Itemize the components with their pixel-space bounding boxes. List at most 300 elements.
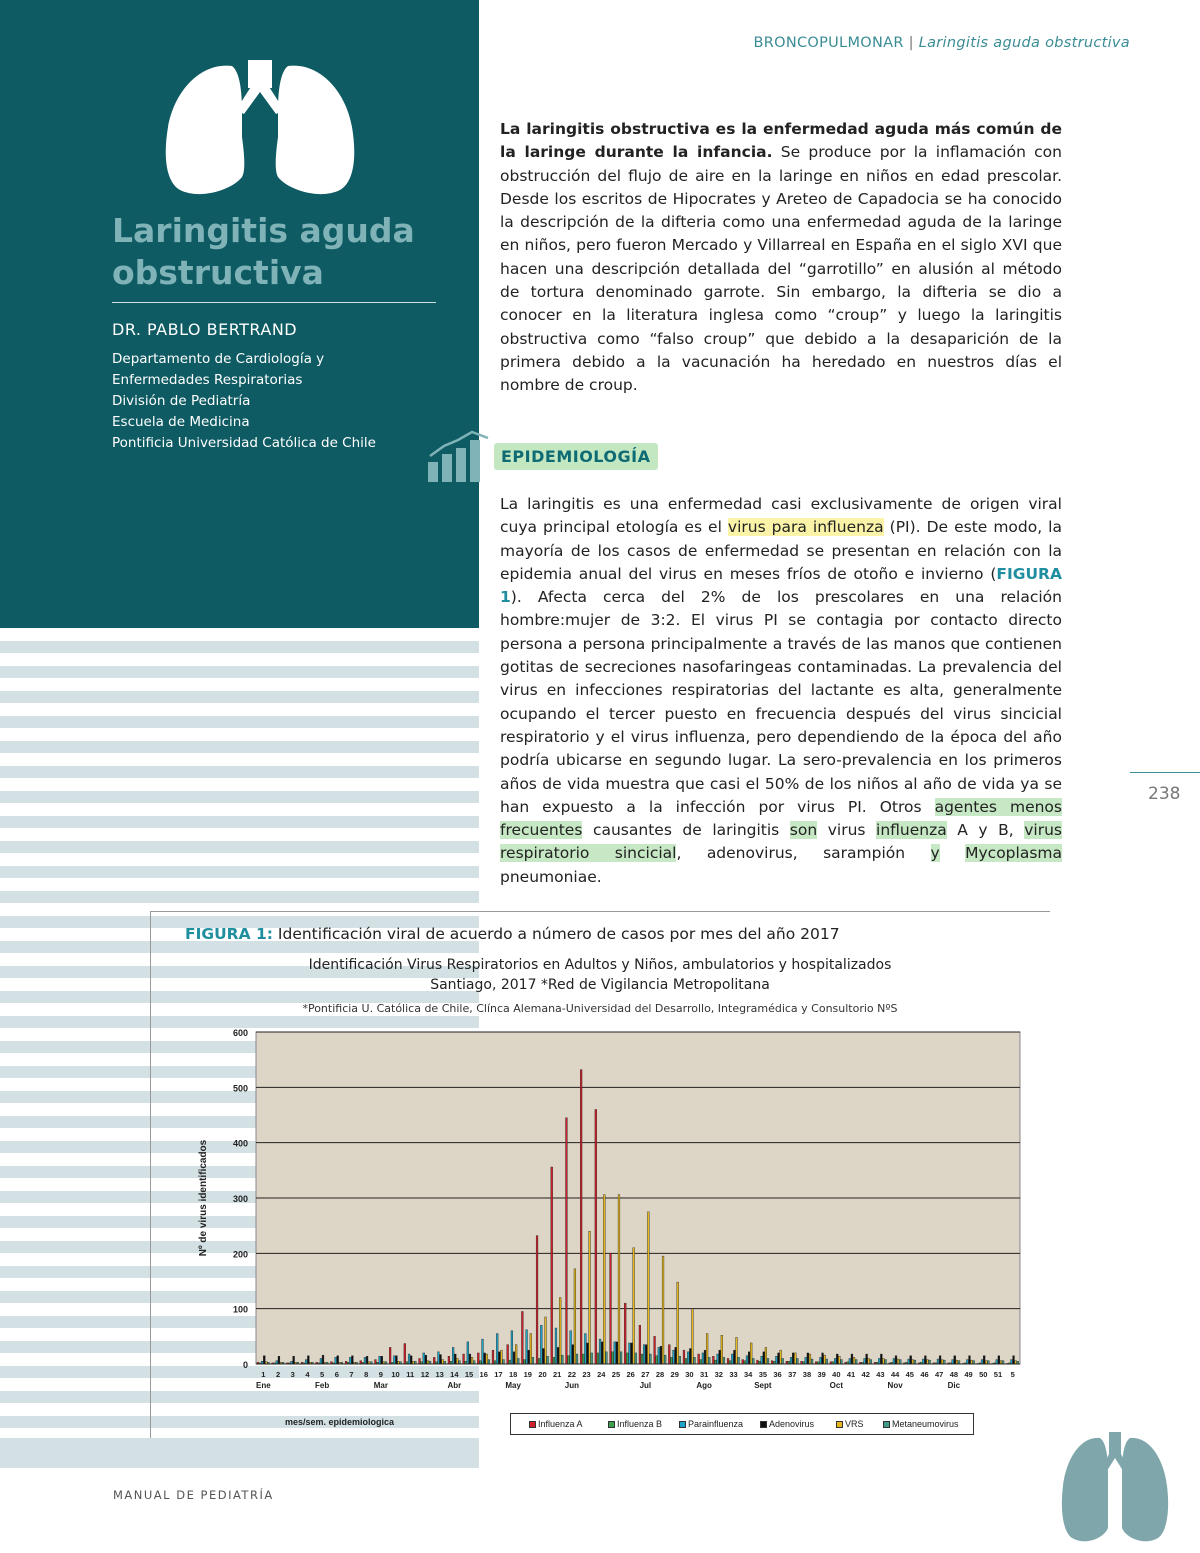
bar: [482, 1339, 484, 1364]
y-tick-label: 500: [232, 1083, 248, 1094]
legend-item: [608, 1419, 662, 1429]
x-tick-label: 29: [670, 1370, 679, 1379]
bar: [375, 1360, 377, 1364]
bar: [521, 1311, 523, 1364]
bar: [595, 1109, 597, 1364]
bar: [996, 1360, 998, 1364]
bar: [765, 1347, 767, 1364]
bar: [704, 1350, 706, 1364]
x-tick-label: 31: [699, 1370, 709, 1379]
section-heading: EPIDEMIOLOGÍA: [494, 443, 658, 470]
bar: [656, 1356, 658, 1364]
y-tick-label: 400: [232, 1138, 248, 1149]
bar: [910, 1356, 912, 1364]
text-run: [940, 844, 965, 862]
bar: [442, 1360, 444, 1364]
bar: [952, 1360, 954, 1364]
y-tick-label: 300: [232, 1194, 248, 1204]
x-tick-label: 11: [406, 1370, 415, 1379]
bar: [864, 1358, 866, 1364]
bar: [698, 1354, 700, 1364]
bar: [587, 1343, 589, 1364]
x-tick-label: 34: [744, 1370, 753, 1379]
y-tick-label: 0: [242, 1360, 248, 1370]
x-tick-label: 2: [275, 1370, 281, 1379]
bar: [685, 1358, 687, 1364]
legend-swatch: [883, 1421, 890, 1428]
x-tick-label: 42: [861, 1370, 870, 1379]
x-tick-label: 21: [553, 1370, 562, 1379]
bar: [624, 1303, 626, 1364]
bar: [492, 1350, 494, 1364]
affiliation-line: Enfermedades Respiratorias: [112, 372, 303, 388]
bar: [524, 1360, 526, 1364]
bar: [780, 1350, 782, 1364]
bar: [893, 1358, 895, 1364]
legend-label: Parainfluenza: [688, 1419, 744, 1429]
x-tick-label: 9: [378, 1370, 383, 1379]
intro-paragraph: [500, 118, 1062, 398]
decorative-stripes-band: [0, 1438, 479, 1468]
bar: [570, 1331, 572, 1364]
bar: [509, 1360, 511, 1364]
legend-swatch: [608, 1421, 615, 1428]
bar: [715, 1360, 717, 1364]
highlight-text: influenza: [876, 821, 947, 840]
intro-lead: La laringitis obstructiva es la enfermedad aguda más común de la laringe durante la infancia.: [500, 120, 1062, 162]
legend-item: [529, 1419, 583, 1429]
bar: [981, 1360, 983, 1364]
bar: [454, 1354, 456, 1364]
x-tick-label: 44: [890, 1370, 900, 1379]
x-tick-label: 14: [450, 1370, 459, 1379]
month-label: Ago: [696, 1381, 712, 1390]
legend-label: Influenza B: [617, 1419, 663, 1429]
bar: [488, 1360, 490, 1364]
intro-text: Se produce por la inflamación con obstrucción del flujo de aire en la laringe en niños en edad prescolar. Desde los escritos de Hipocrates y Areteo de Capadocia se ha conocido la descripción de la difteria como una enfermedad aguda de la laringe en niños, pero fueron Mercado y Villarreal en España en el siglo XVI que hacen una descripción detallada del “garrotillo” en alusión al método de tortura denominado garrote. Sin embargo, la difteria se dio a conocer en la literatura inglesa como “croup” y luego la laringitis obstructiva como “falso croup” que debido a la desaparición de la primera debido a la vacunación ha heredado en nuestros días el nombre de croup.: [500, 143, 1062, 395]
text-run: virus: [817, 821, 877, 840]
x-tick-label: 32: [714, 1370, 723, 1379]
bar: [452, 1347, 454, 1364]
bar: [702, 1353, 704, 1364]
text-run: causantes de laringitis: [582, 821, 790, 840]
x-tick-label: 28: [655, 1370, 665, 1379]
bar: [349, 1357, 351, 1364]
x-tick-label: 38: [802, 1370, 812, 1379]
bar: [631, 1343, 633, 1364]
bar: [629, 1343, 631, 1364]
bar: [557, 1347, 559, 1364]
bar: [855, 1360, 857, 1364]
bar: [381, 1356, 383, 1364]
text-run: La laringitis es una enfermedad casi exclusivamente de origen viral cuya principal etología es el: [500, 495, 1062, 537]
bar: [937, 1359, 939, 1364]
bar: [477, 1353, 479, 1364]
bar: [757, 1360, 759, 1364]
bar: [580, 1070, 582, 1364]
bar: [775, 1356, 777, 1364]
bar: [643, 1345, 645, 1364]
x-tick-label: 46: [920, 1370, 929, 1379]
bar: [782, 1358, 784, 1364]
lungs-footer-icon: [1060, 1428, 1170, 1548]
bar: [912, 1360, 914, 1364]
bar: [868, 1358, 870, 1364]
bar: [895, 1356, 897, 1364]
month-label: Sept: [754, 1381, 772, 1390]
bar: [337, 1356, 339, 1364]
y-tick-label: 100: [232, 1304, 248, 1315]
bar: [559, 1298, 561, 1364]
bar: [633, 1248, 635, 1364]
x-tick-label: 39: [817, 1370, 826, 1379]
bar: [498, 1352, 500, 1364]
bar: [897, 1359, 899, 1364]
page-number-rule: [1130, 772, 1200, 773]
bar: [503, 1360, 505, 1364]
bar: [1011, 1360, 1013, 1364]
bar: [582, 1354, 584, 1364]
bar: [899, 1360, 901, 1364]
bar: [551, 1167, 553, 1364]
x-tick-label: 41: [846, 1370, 856, 1379]
x-tick-label: 30: [685, 1370, 694, 1379]
x-tick-label: 6: [334, 1370, 339, 1379]
bar: [561, 1355, 563, 1364]
bar: [591, 1353, 593, 1364]
bar: [574, 1269, 576, 1364]
bar: [448, 1356, 450, 1364]
header-subtitle: Laringitis aguda obstructiva: [918, 35, 1130, 51]
figure-reference: FIGURA 1: [500, 564, 1062, 607]
bar: [660, 1346, 662, 1364]
x-tick-label: 20: [538, 1370, 547, 1379]
bar: [731, 1354, 733, 1364]
bar: [410, 1356, 412, 1364]
article-title: [112, 210, 442, 294]
x-tick-label: 5: [320, 1370, 325, 1379]
bar: [668, 1345, 670, 1364]
bar: [885, 1360, 887, 1364]
bar: [496, 1334, 498, 1364]
bar: [278, 1356, 280, 1364]
bar: [998, 1356, 1000, 1364]
x-tick-label: 8: [364, 1370, 369, 1379]
month-label: Nov: [887, 1381, 903, 1390]
bar: [752, 1358, 754, 1364]
x-tick-label: 19: [523, 1370, 532, 1379]
x-tick-label: 12: [420, 1370, 430, 1379]
bar: [616, 1342, 618, 1364]
affiliation-line: Departamento de Cardiología y: [112, 351, 325, 367]
legend-label: Influenza A: [538, 1419, 583, 1429]
legend-item: [679, 1419, 743, 1429]
bar: [908, 1359, 910, 1364]
bar: [736, 1337, 738, 1364]
author-name: DR. PABLO BERTRAND: [112, 320, 298, 339]
bar: [809, 1354, 811, 1364]
bar: [811, 1359, 813, 1364]
bar: [635, 1353, 637, 1364]
bar: [263, 1356, 265, 1364]
page-number: 238: [1148, 784, 1181, 804]
highlight-text: y: [930, 844, 940, 863]
bar: [1013, 1356, 1015, 1364]
legend-swatch: [529, 1421, 536, 1428]
bar: [589, 1231, 591, 1364]
month-label: Feb: [314, 1381, 330, 1390]
bar: [603, 1195, 605, 1364]
bar: [501, 1350, 503, 1364]
bar: [927, 1360, 929, 1364]
bar: [626, 1353, 628, 1364]
bar: [805, 1357, 807, 1364]
x-tick-label: 23: [582, 1370, 591, 1379]
bar: [620, 1352, 622, 1364]
bar: [689, 1349, 691, 1364]
bar: [396, 1356, 398, 1364]
bar: [708, 1357, 710, 1364]
text-run: ). Afecta cerca del 2% de los prescolares en una relación hombre:mujer de 3:2. El virus PI se contagia por contacto directo persona a persona principalmente a través de las manos que contienen gotitas de secreciones nasofaringeas contaminadas. La prevalencia del virus en infecciones respiratorias del lactante es alta, generalmente ocupando el tercer puesto en frecuencia después del virus sincicial respiratorio y el virus influenza, pero dependiendo de la época del año podría ubicarse en segundo lugar. La sero-prevalencia en los primeros años de vida muestra que casi el 50% de los niños al año de vida ya se han expuesto a la infección por virus PI. Otros: [500, 588, 1062, 816]
header-separator: |: [903, 35, 919, 51]
bar: [423, 1353, 425, 1364]
bar: [956, 1360, 958, 1364]
bar: [727, 1358, 729, 1364]
legend-label: VRS: [845, 1419, 864, 1429]
bar: [584, 1334, 586, 1364]
bar: [746, 1356, 748, 1364]
figure-caption: [185, 925, 840, 943]
bar: [404, 1344, 406, 1364]
title-divider: [112, 302, 436, 303]
x-tick-label: 15: [464, 1370, 474, 1379]
bar: [742, 1360, 744, 1364]
x-tick-label: 48: [949, 1370, 959, 1379]
bar: [723, 1357, 725, 1364]
bar: [515, 1345, 517, 1364]
bar: [645, 1345, 647, 1364]
bar: [820, 1357, 822, 1364]
bar: [438, 1352, 440, 1364]
legend-label: Adenovirus: [769, 1419, 815, 1429]
bar: [790, 1357, 792, 1364]
bar: [658, 1347, 660, 1364]
bar: [939, 1356, 941, 1364]
bar: [866, 1354, 868, 1364]
bar: [597, 1353, 599, 1364]
bar: [440, 1355, 442, 1364]
bar: [853, 1357, 855, 1364]
bar: [566, 1118, 568, 1364]
author-affiliation: [112, 349, 376, 454]
bar: [841, 1360, 843, 1364]
bar: [307, 1356, 309, 1364]
highlight-text: son: [789, 821, 818, 840]
bar: [553, 1357, 555, 1364]
bar: [543, 1349, 545, 1364]
legend-item: [760, 1419, 814, 1429]
bar: [692, 1309, 694, 1364]
x-tick-label: 1: [261, 1370, 266, 1379]
affiliation-line: División de Pediatría: [112, 393, 251, 409]
chart-note: *Pontificia U. Católica de Chile, Clínca Alemana-Universidad del Desarrollo, Integramédica y Consultorio NºS: [302, 1002, 898, 1015]
epidemiology-paragraph: [500, 493, 1062, 889]
bar: [834, 1358, 836, 1364]
bar: [547, 1356, 549, 1364]
x-tick-label: 51: [993, 1370, 1003, 1379]
bar: [305, 1360, 307, 1364]
bar: [526, 1330, 528, 1364]
x-tick-label: 43: [876, 1370, 885, 1379]
bar: [870, 1360, 872, 1364]
x-tick-label: 3: [290, 1370, 295, 1379]
x-tick-label: 37: [788, 1370, 797, 1379]
bar: [486, 1354, 488, 1364]
bar: [761, 1356, 763, 1364]
bar: [419, 1358, 421, 1364]
figure-caption-text: Identificación viral de acuerdo a número de casos por mes del año 2017: [272, 925, 840, 943]
bar: [883, 1358, 885, 1364]
bar: [572, 1345, 574, 1364]
bar: [767, 1358, 769, 1364]
legend-label: Metaneumovirus: [892, 1419, 959, 1429]
x-tick-label: 13: [435, 1370, 444, 1379]
bar: [971, 1360, 973, 1364]
highlight-text: virus respiratorio sincicial: [500, 821, 1062, 863]
bar: [647, 1212, 649, 1364]
x-tick-label: 4: [305, 1370, 310, 1379]
bar: [880, 1354, 882, 1364]
x-tick-label: 7: [349, 1370, 354, 1379]
bar: [408, 1354, 410, 1364]
x-tick-label: 50: [979, 1370, 988, 1379]
bar: [706, 1334, 708, 1364]
x-tick-label: 24: [597, 1370, 606, 1379]
x-tick-label: 35: [758, 1370, 768, 1379]
bar: [540, 1325, 542, 1364]
text-run: , adenovirus, sarampión: [676, 844, 931, 863]
bar: [683, 1350, 685, 1364]
bar: [717, 1354, 719, 1364]
article-title-line1: Laringitis aguda: [112, 211, 415, 250]
bar: [513, 1352, 515, 1364]
bar: [568, 1356, 570, 1364]
x-axis-title: mes/sem. epidemiologica: [285, 1417, 395, 1427]
bar: [712, 1356, 714, 1364]
bar: [612, 1352, 614, 1364]
y-tick-label: 600: [232, 1028, 248, 1038]
header-section: BRONCOPULMONAR: [753, 35, 904, 51]
bar: [851, 1354, 853, 1364]
x-tick-label: 18: [508, 1370, 518, 1379]
bar: [719, 1350, 721, 1364]
bar: [469, 1354, 471, 1364]
bar: [530, 1334, 532, 1364]
x-tick-label: 45: [905, 1370, 914, 1379]
bar: [650, 1354, 652, 1364]
bar: [639, 1325, 641, 1364]
bar: [606, 1352, 608, 1364]
bar: [456, 1358, 458, 1364]
x-tick-label: 49: [964, 1370, 973, 1379]
bar: [507, 1345, 509, 1364]
text-run: pneumoniae.: [500, 867, 602, 886]
chart-legend: [510, 1413, 974, 1435]
affiliation-line: Escuela de Medicina: [112, 414, 250, 430]
bar: [599, 1339, 601, 1364]
bar: [654, 1336, 656, 1364]
bar: [738, 1357, 740, 1364]
bar: [511, 1331, 513, 1364]
bar: [532, 1357, 534, 1364]
bar: [664, 1355, 666, 1364]
bar: [836, 1354, 838, 1364]
viral-identification-chart: [190, 1020, 1030, 1400]
month-label: Abr: [447, 1381, 462, 1390]
bar: [425, 1355, 427, 1364]
x-tick-label: 26: [626, 1370, 635, 1379]
bar: [878, 1358, 880, 1364]
month-label: Jun: [564, 1381, 580, 1390]
y-axis-label: Nº de virus identificados: [198, 1139, 209, 1257]
bar: [748, 1352, 750, 1364]
bar: [322, 1355, 324, 1364]
bar: [545, 1317, 547, 1364]
bar: [914, 1360, 916, 1364]
bar: [792, 1353, 794, 1364]
month-label: May: [505, 1381, 521, 1390]
bar: [641, 1354, 643, 1364]
bar: [536, 1236, 538, 1364]
bar: [700, 1360, 702, 1364]
highlight-text: virus para influenza: [727, 518, 884, 537]
bar: [675, 1347, 677, 1364]
bar: [941, 1360, 943, 1364]
x-tick-label: 16: [479, 1370, 488, 1379]
bar: [484, 1353, 486, 1364]
bar: [750, 1343, 752, 1364]
bar: [694, 1357, 696, 1364]
bar: [614, 1342, 616, 1364]
bar: [679, 1356, 681, 1364]
legend-item: [883, 1419, 959, 1429]
legend-item: [836, 1419, 864, 1429]
text-run: A y B,: [946, 821, 1025, 840]
x-tick-label: 40: [832, 1370, 841, 1379]
month-label: Dic: [947, 1381, 961, 1390]
bar: [721, 1335, 723, 1364]
footer-text: MANUAL DE PEDIATRÍA: [113, 1488, 274, 1502]
chart-title-line1: Identificación Virus Respiratorios en Adultos y Niños, ambulatorios y hospitalizados: [308, 957, 892, 973]
bar: [822, 1353, 824, 1364]
bar: [671, 1357, 673, 1364]
legend-swatch: [836, 1421, 843, 1428]
bar: [555, 1328, 557, 1364]
bar: [618, 1195, 620, 1364]
bar: [601, 1342, 603, 1364]
bar: [734, 1350, 736, 1364]
bar-chart-icon: [426, 428, 492, 484]
bar: [366, 1356, 368, 1364]
bar: [293, 1356, 295, 1364]
month-label: Oct: [829, 1381, 844, 1390]
chart-title: [150, 955, 1050, 995]
bar: [763, 1352, 765, 1364]
month-label: Ene: [256, 1381, 271, 1390]
x-tick-label: 27: [641, 1370, 650, 1379]
legend-swatch: [679, 1421, 686, 1428]
chart-title-line2: Santiago, 2017 *Red de Vigilancia Metropolitana: [430, 977, 770, 993]
